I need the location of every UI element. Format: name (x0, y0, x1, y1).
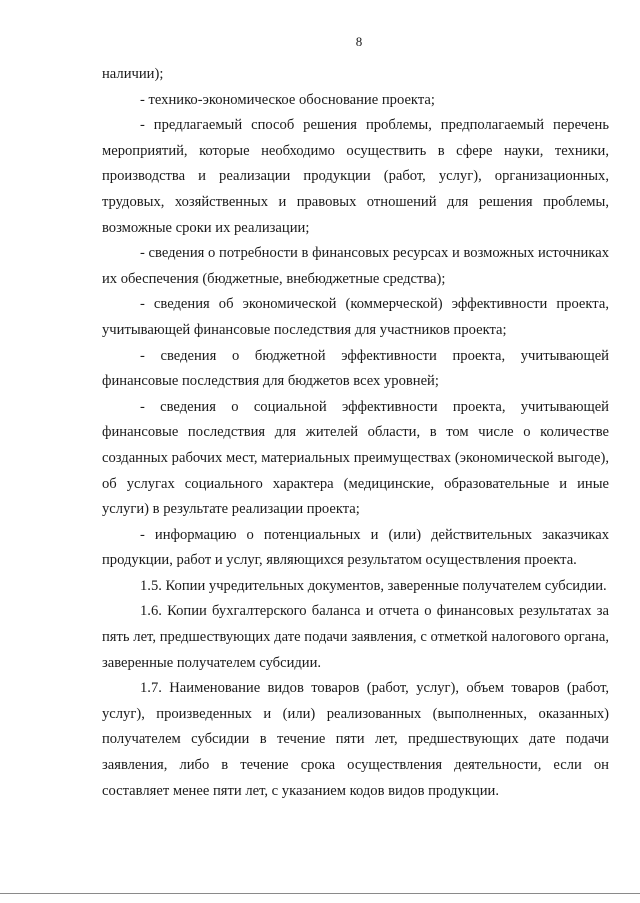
list-item-social-efficiency: - сведения о социальной эффективности проекта, учитывающей финансовые последствия для жителей области, в том числе о количестве созданных рабочих мест, материальных преимуществах (экономической выгоде), об услугах социального характера (медицинские, образовательные и иные услуги) в результате реализации проекта; (102, 398, 609, 518)
list-item-financial-needs: - сведения о потребности в финансовых ресурсах и возможных источниках их обеспечения (бюджетные, внебюджетные средства); (102, 245, 609, 287)
page-bottom-edge (0, 893, 640, 894)
page-number: 8 (355, 34, 363, 49)
clause-1-5: 1.5. Копии учредительных документов, заверенные получателем субсидии. (140, 577, 607, 594)
list-item-budget-efficiency: - сведения о бюджетной эффективности проекта, учитывающей финансовые последствия для бюджетов всех уровней; (102, 347, 609, 390)
list-item-proposed-solution: - предлагаемый способ решения проблемы, предполагаемый перечень мероприятий, которые необходимо осуществить в сфере науки, техники, производства и реализации продукции (работ, услуг), организационных, трудовых, хозяйственных и правовых отношений для решения проблемы, возможные сроки их реализации; (102, 117, 609, 236)
clause-1-6: 1.6. Копии бухгалтерского баланса и отчета о финансовых результатах за пять лет, предшествующих дате подачи заявления, с отметкой налогового органа, заверенные получателем субсидии. (102, 603, 609, 671)
clause-1-7: 1.7. Наименование видов товаров (работ, услуг), объем товаров (работ, услуг), произведенных и (или) реализованных (выполненных, оказанных) получателем субсидии в течение пяти лет, предшествующих дате подачи заявления, либо в течение срока осуществления деятельности, если он составляет менее пяти лет, с указанием кодов видов продукции. (102, 680, 609, 799)
list-item-economic-efficiency: - сведения об экономической (коммерческой) эффективности проекта, учитывающей финансовые последствия для участников проекта; (102, 296, 609, 338)
paragraph-continuation: наличии); (102, 66, 164, 82)
document-body (102, 62, 609, 804)
list-item-customers-info: - информацию о потенциальных и (или) действительных заказчиках продукции, работ и услуг, являющихся результатом осуществления проекта. (102, 526, 609, 569)
list-item-feasibility-study: - технико-экономическое обоснование проекта; (140, 91, 435, 108)
